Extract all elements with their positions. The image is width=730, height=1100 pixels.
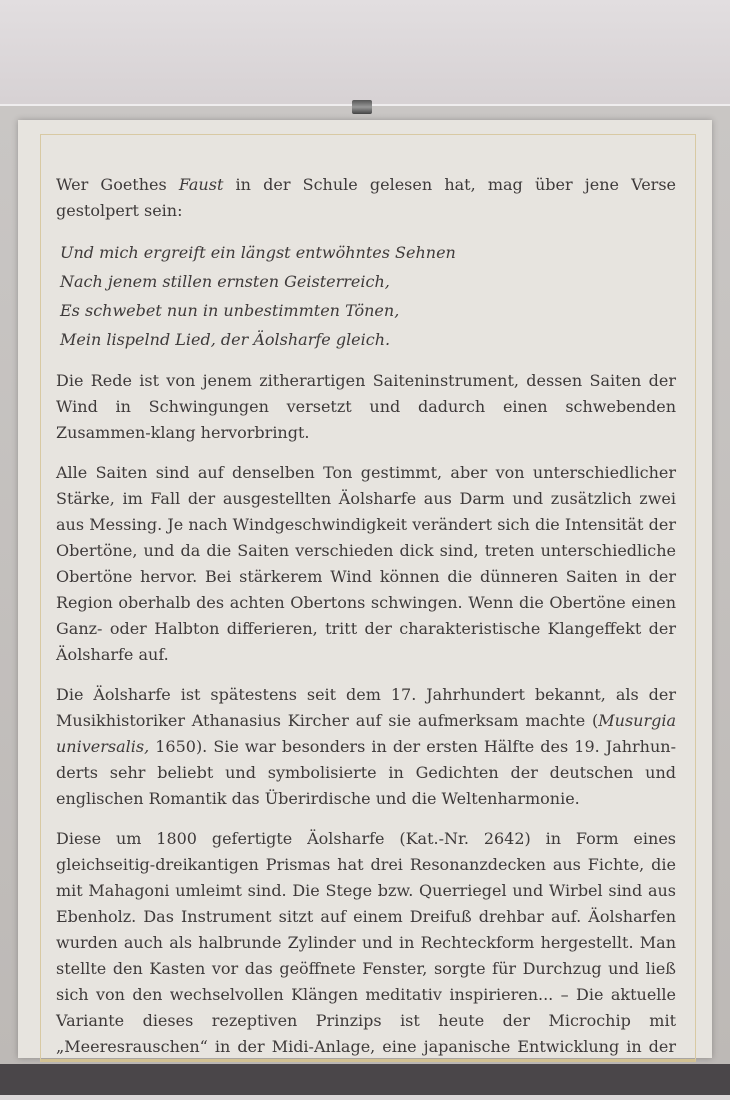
faust-verse [60,238,676,354]
paragraph-1: Die Rede ist von jenem zitherartigen Saiteninstrument, dessen Saiten der Wind in Schwingungen versetzt und dadurch einen schwebenden Zusammen-klang hervorbringt. [56,371,676,442]
info-placard [18,120,712,1058]
work-title-faust: Faust [178,175,224,194]
placard-text [56,172,676,1100]
verse-line: Mein lispelnd Lied, der Äolsharfe gleich. [60,330,391,349]
paragraph-3: Die Äolsharfe ist spätestens seit dem 17. Jahrhundert bekannt, als der Musikhistoriker Athanasius Kircher auf sie aufmerksam machte (Musurgia universalis, 1650). Sie war besonders in der ersten Hälfte des 19. Jahrhun-derts sehr beliebt und symbolisierte in Gedichten der deutschen und englischen Romantik das Überirdische und die Weltenharmonie. [56,685,676,808]
verse-line: Nach jenem stillen ernsten Geisterreich, [60,272,390,291]
metal-clip [352,100,372,114]
verse-line: Es schwebet nun in unbestimmten Tönen, [60,301,400,320]
paragraph-4: Diese um 1800 gefertigte Äolsharfe (Kat.-Nr. 2642) in Form eines gleichseitig-dreikantigen Prismas hat drei Resonanzdecken aus Fichte, die mit Mahagoni umleimt sind. Die Stege bzw. Querriegel und Wirbel sind aus Ebenholz. Das Instrument sitzt auf einem Dreifuß drehbar auf. Äolsharfen wurden auch als halbrunde Zylinder und in Rechteckform hergestellt. Man stellte den Kasten vor das geöffnete Fenster, sorgte für Durchzug und ließ sich von den wechselvollen Klängen meditativ inspirieren... – Die aktuelle Variante dieses rezeptiven Prinzips ist heute der Microchip mit „Meeresrauschen“ in der Midi-Anlage, eine japanische Entwicklung in der [56,829,676,1056]
floor-shadow [0,1064,730,1095]
paragraph-2: Alle Saiten sind auf denselben Ton gestimmt, aber von unterschiedlicher Stärke, im Fall der ausgestellten Äolsharfe aus Darm und zusätzlich zwei aus Messing. Je nach Windgeschwindigkeit verändert sich die Intensität der Obertöne, und da die Saiten verschieden dick sind, treten unterschiedliche Obertöne hervor. Bei stärkerem Wind können die dünneren Saiten in der Region oberhalb des achten Obertons schwingen. Wenn die Obertöne einen Ganz- oder Halbton differieren, tritt der charakteristische Klangeffekt der Äolsharfe auf. [56,463,676,664]
wall-background [0,0,730,110]
intro-paragraph: Wer Goethes Faust in der Schule gelesen hat, mag über jene Verse gestolpert sein: [56,175,677,220]
verse-line: Und mich ergreift ein längst entwöhntes Sehnen [60,243,456,262]
work-title-musurgia: Musurgia universalis, [56,711,676,756]
